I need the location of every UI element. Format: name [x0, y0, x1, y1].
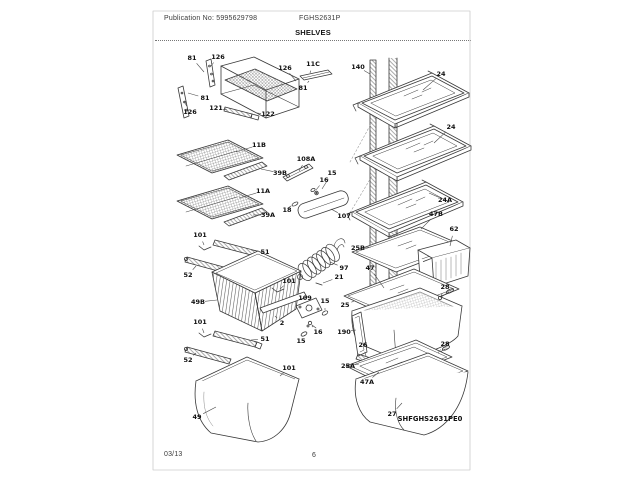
part-label: 52 — [183, 271, 193, 279]
part-label: 49B — [191, 298, 205, 306]
leader-line — [188, 93, 198, 96]
leader-line — [312, 326, 313, 327]
leader-line — [351, 301, 354, 302]
leader-line — [364, 71, 370, 75]
part-label: 51 — [260, 248, 270, 256]
leader-line — [316, 186, 320, 191]
part-label: 108A — [296, 155, 316, 163]
part-label: 140 — [351, 63, 365, 71]
part-label: 28 — [440, 340, 450, 348]
part-label: 51 — [260, 335, 270, 343]
part-label: 16 — [313, 328, 323, 336]
leader-line — [197, 63, 204, 72]
part-label: 101 — [282, 277, 296, 285]
part-label: 24A — [437, 196, 453, 204]
part-label: 28 — [440, 283, 450, 291]
section-title: SHELVES — [295, 28, 331, 37]
leader-line — [193, 266, 196, 270]
part-label: 2 — [279, 319, 285, 327]
part-label: 101 — [193, 231, 207, 239]
part-label: 122 — [261, 110, 275, 118]
bin-49-art — [184, 331, 299, 442]
part-label: 97 — [339, 264, 349, 272]
part-label: 47 — [365, 264, 375, 272]
part-label: 81 — [187, 54, 197, 62]
part-label: 39A — [260, 211, 276, 219]
part-label: 24 — [446, 123, 456, 131]
publication-number: Publication No: 5995629798 — [164, 15, 258, 22]
part-label: 107 — [337, 212, 351, 220]
leader-line — [310, 71, 311, 73]
leader-line — [203, 242, 204, 246]
part-label: 25B — [351, 244, 365, 252]
part-label: 21 — [334, 273, 344, 281]
part-label: 81 — [298, 84, 308, 92]
part-label: 47A — [359, 378, 375, 386]
part-label: 101 — [193, 318, 207, 326]
part-label: 39B — [273, 169, 287, 177]
part-label: 18 — [282, 206, 292, 214]
leader-line — [323, 280, 332, 284]
part-label: 15 — [296, 337, 306, 345]
part-label: 11B — [252, 141, 266, 149]
part-label: 15 — [327, 169, 337, 177]
part-label: 11A — [255, 187, 271, 195]
leader-line — [251, 340, 258, 341]
part-label: 16 — [319, 176, 329, 184]
part-label: 81 — [200, 94, 210, 102]
part-label: 27 — [387, 410, 397, 418]
leader-line — [202, 329, 204, 333]
part-label: 109 — [298, 294, 312, 302]
leader-line — [308, 81, 309, 83]
part-label: 126 — [183, 108, 197, 116]
diagram-model-code: SHFGHS2631PE0 — [397, 415, 463, 423]
part-label: 11C — [306, 60, 320, 68]
wire-shelves-art — [177, 140, 267, 226]
part-label: 26 — [358, 341, 368, 349]
diagram-linework — [153, 11, 471, 470]
part-label: 25A — [340, 362, 356, 370]
part-label: 190 — [337, 328, 351, 336]
footer-page-number: 6 — [312, 452, 317, 459]
leader-line — [261, 169, 273, 172]
part-label: 126 — [211, 53, 225, 61]
model-number: FGHS2631P — [299, 15, 341, 22]
part-label: 47B — [429, 210, 443, 218]
part-label: 126 — [278, 64, 292, 72]
part-label: 15 — [320, 297, 330, 305]
footer-date: 03/13 — [164, 451, 183, 458]
part-label: 25 — [340, 301, 350, 309]
part-label: 121 — [209, 104, 223, 112]
part-label: 52 — [183, 356, 193, 364]
leader-line — [205, 300, 217, 301]
part-label: 24 — [436, 70, 446, 78]
part-label: 49 — [192, 413, 202, 421]
glass-shelves-art — [347, 71, 471, 237]
part-label: 101 — [282, 364, 296, 372]
part-label: 62 — [449, 225, 459, 233]
